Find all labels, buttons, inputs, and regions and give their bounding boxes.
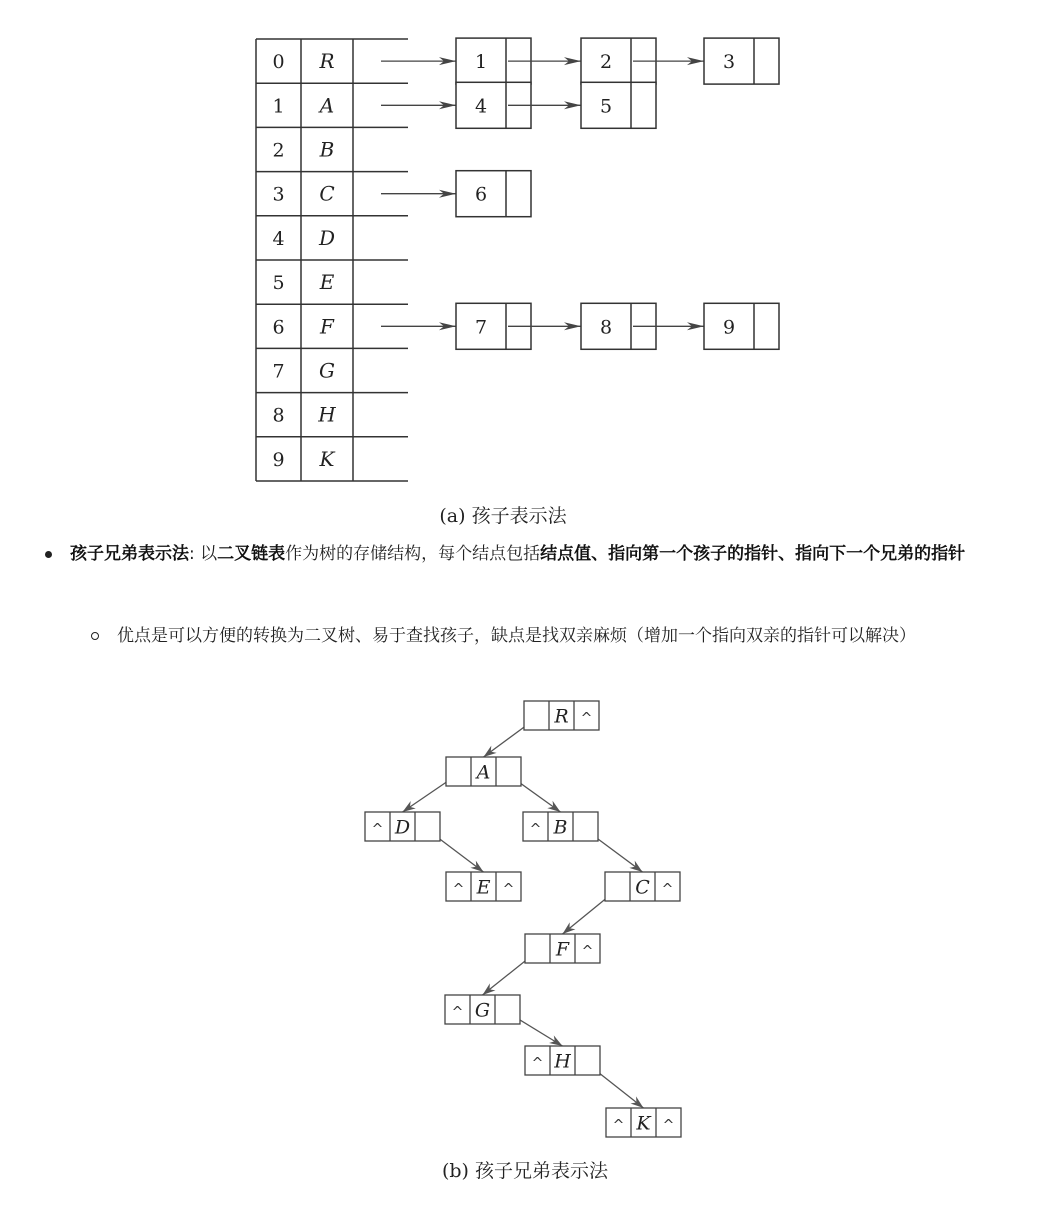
node-value: E (476, 876, 491, 899)
node-fields: 结点值、指向第一个孩子的指针、指向下一个兄弟的指针 (540, 544, 966, 564)
child-node-value: 8 (599, 316, 613, 339)
child-node-box (704, 303, 779, 349)
figure-b-caption: (b) 孩子兄弟表示法 (441, 1160, 609, 1182)
table-label-cell: A (319, 93, 335, 118)
null-next-sibling: ^ (661, 881, 674, 898)
node-value: G (474, 999, 491, 1022)
table-index-cell: 3 (272, 183, 285, 206)
table-label-cell: E (319, 270, 335, 295)
sub-bullet-text: 优点是可以方便的转换为二叉树、易于查找孩子，缺点是找双亲麻烦（增加一个指向双亲的指针可以解决） (117, 626, 916, 646)
node-value: K (636, 1112, 651, 1135)
null-next-sibling: ^ (502, 881, 515, 898)
child-node-value: 6 (474, 183, 488, 206)
table-label-cell: K (319, 446, 335, 471)
sub-bullet-ring-icon (91, 632, 99, 640)
table-label-cell: B (319, 137, 335, 162)
term-child-sibling: 孩子兄弟表示法 (70, 544, 189, 564)
null-next-sibling: ^ (580, 710, 593, 727)
node-value: H (554, 1050, 571, 1073)
null-next-sibling: ^ (662, 1117, 675, 1134)
table-index-cell: 7 (272, 360, 285, 383)
tree-node-c (605, 872, 680, 901)
binary-link-nodes (365, 701, 681, 1137)
tree-node-h (525, 1046, 600, 1075)
table-label-cell: F (320, 314, 334, 339)
child-linked-lists (381, 38, 779, 349)
node-value: F (555, 938, 570, 961)
table-label-cell: D (318, 225, 336, 250)
node-value: C (635, 876, 650, 899)
child-node-value: 4 (474, 95, 488, 118)
table-index-cell: 1 (272, 95, 285, 118)
table-label-cell: G (319, 358, 335, 383)
table-index-cell: 4 (272, 227, 285, 250)
tree-node-b (523, 812, 598, 841)
node-value: B (553, 816, 568, 839)
term-binary-linked-list: 二叉链表 (217, 544, 286, 564)
bullet-text-2: 作为树的存储结构，每个结点包括 (285, 544, 541, 564)
child-node-value: 9 (722, 316, 736, 339)
tree-node-k (606, 1108, 681, 1137)
child-node-value: 2 (599, 51, 613, 74)
tree-node-g (445, 995, 520, 1024)
null-first-child: ^ (531, 1055, 544, 1072)
tree-node-r (524, 701, 599, 730)
table-index-cell: 9 (272, 448, 285, 471)
null-first-child: ^ (529, 821, 542, 838)
table-label-cell: C (319, 181, 335, 206)
null-first-child: ^ (451, 1004, 464, 1021)
tree-node-e (446, 872, 521, 901)
child-node-box (704, 38, 779, 84)
bullet-child-sibling (70, 540, 990, 568)
table-index-cell: 0 (272, 51, 285, 74)
null-first-child: ^ (612, 1117, 625, 1134)
table-index-cell: 5 (272, 272, 285, 295)
null-first-child: ^ (371, 821, 384, 838)
child-node-box (581, 82, 656, 128)
tree-node-d (365, 812, 440, 841)
node-value: R (554, 705, 569, 728)
child-node-value: 5 (599, 95, 613, 118)
null-first-child: ^ (452, 881, 465, 898)
child-node-value: 3 (722, 51, 736, 74)
table-index-cell: 6 (272, 316, 285, 339)
tree-node-a (446, 757, 521, 786)
null-next-sibling: ^ (581, 943, 594, 960)
term-colon: : (189, 544, 195, 564)
child-node-box (456, 171, 531, 217)
sub-bullet-pros-cons (117, 622, 977, 650)
child-sibling-diagram (0, 690, 1040, 1200)
figure-a-caption: (a) 孩子表示法 (439, 505, 567, 527)
table-label-cell: R (319, 49, 335, 74)
tree-node-f (525, 934, 600, 963)
table-index-cell: 8 (272, 404, 285, 427)
bullet-dot-icon (45, 551, 52, 558)
bullet-text-1: 以 (194, 544, 218, 564)
child-node-value: 1 (474, 51, 488, 74)
pointer-arrows (403, 710, 644, 1108)
table-label-cell: H (318, 402, 336, 427)
node-value: A (476, 761, 491, 784)
child-representation-diagram (0, 0, 1040, 540)
table-index-cell: 2 (272, 139, 285, 162)
node-value: D (394, 816, 411, 839)
child-node-value: 7 (474, 316, 488, 339)
